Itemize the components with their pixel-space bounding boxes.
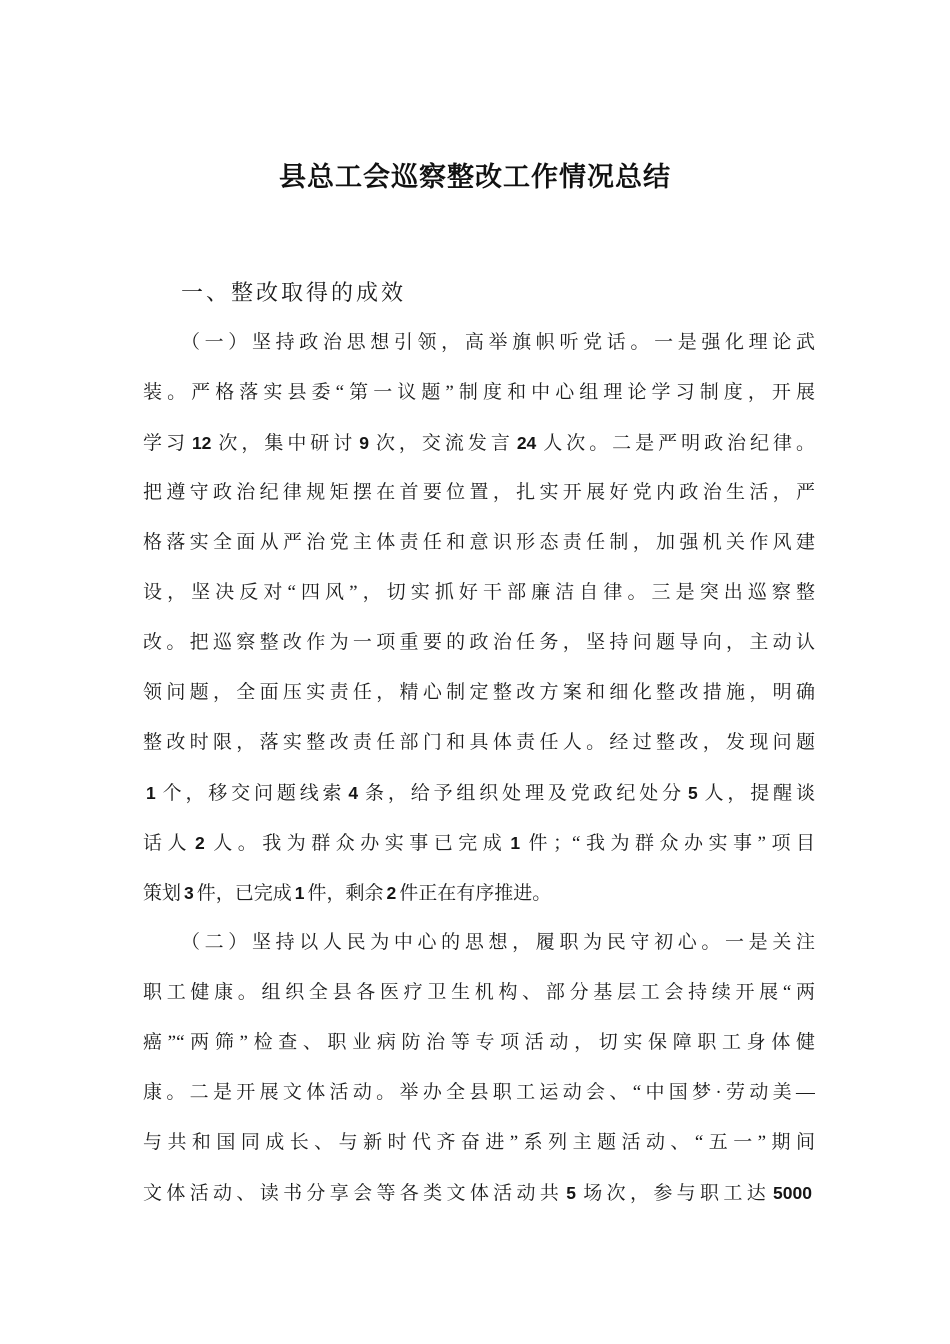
numeral: 5000 [773, 1183, 812, 1203]
numeral: 3 [184, 883, 194, 903]
numeral: 24 [516, 433, 537, 453]
numeral: 2 [195, 833, 205, 853]
text-line: 1 个，移交问题线索 4 条，给予组织处理及党政纪处分 5 人，提醒谈 [143, 768, 815, 818]
text-line: 文体活动、读书分享会等各类文体活动共 5 场次，参与职工达 5000 [143, 1168, 815, 1218]
text-line: 康。二是开展文体活动。举办全县职工运动会、“中国梦·劳动美— [143, 1082, 815, 1103]
text-line: 策划 3 件，已完成 1 件，剩余 2 件正在有序推进。 [143, 883, 552, 904]
section-heading: 一、整改取得的成效 [181, 280, 407, 305]
text-line: 职工健康。组织全县各医疗卫生机构、部分基层工会持续开展“两 [143, 982, 815, 1003]
text-line: 学习 12 次，集中研讨 9 次，交流发言 24 人次。二是严明政治纪律。 [143, 433, 815, 454]
numeral: 5 [566, 1183, 576, 1203]
text-line: 癌”“两筛”检查、职业病防治等专项活动，切实保障职工身体健 [143, 1032, 815, 1053]
numeral: 12 [191, 433, 212, 453]
text-line: 设，坚决反对“四风”，切实抓好干部廉洁自律。三是突出巡察整 [143, 582, 815, 603]
numeral: 1 [146, 783, 156, 803]
text-line: （二）坚持以人民为中心的思想，履职为民守初心。一是关注 [181, 932, 815, 953]
paragraph-2 [143, 918, 815, 1218]
text-line: 话人 2 人。我为群众办实事已完成 1 件；“我为群众办实事”项目 [143, 833, 815, 854]
numeral: 4 [348, 783, 359, 803]
paragraph-1 [143, 318, 815, 918]
numeral: 2 [386, 883, 397, 903]
text-line: 把遵守政治纪律规矩摆在首要位置，扎实开展好党内政治生活，严 [143, 482, 815, 503]
text-line: 格落实全面从严治党主体责任和意识形态责任制，加强机关作风建 [143, 532, 815, 553]
numeral: 1 [294, 883, 305, 903]
text-line: 装。严格落实县委“第一议题”制度和中心组理论学习制度，开展 [143, 382, 815, 403]
document-title: 县总工会巡察整改工作情况总结 [279, 162, 671, 192]
text-line: 改。把巡察整改作为一项重要的政治任务，坚持问题导向，主动认 [143, 632, 815, 653]
numeral: 9 [359, 433, 369, 453]
document-body [143, 268, 815, 1218]
text-line: 领问题，全面压实责任，精心制定整改方案和细化整改措施，明确 [143, 682, 815, 703]
text-line: 整改时限，落实整改责任部门和具体责任人。经过整改，发现问题 [143, 732, 815, 753]
numeral: 1 [510, 833, 521, 853]
text-line: （一）坚持政治思想引领，高举旗帜听党话。一是强化理论武 [181, 332, 815, 353]
text-line: 与共和国同成长、与新时代齐奋进”系列主题活动、“五一”期间 [143, 1132, 815, 1153]
numeral: 5 [687, 783, 698, 803]
